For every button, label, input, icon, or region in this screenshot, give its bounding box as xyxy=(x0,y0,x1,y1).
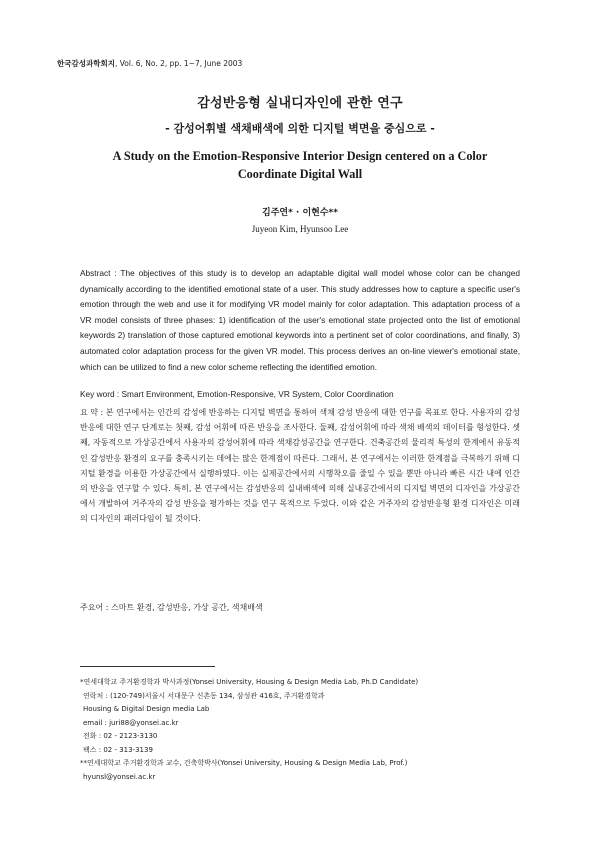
keywords-ko-text: 스마트 환경, 감성반응, 가상 공간, 색채배색 xyxy=(110,603,263,612)
footnote-line: 전화 : 02 - 2123-3130 xyxy=(83,732,158,740)
footnote-line: *연세대학교 주거환경학과 박사과정(Yonsei University, Housing & Design Media Lab, Ph.D Candidate) xyxy=(80,678,419,686)
abstract-ko-label: 요 약 : xyxy=(80,408,104,417)
footnote-line: 팩스 : 02 - 313-3139 xyxy=(83,745,153,754)
abstract-label: Abstract : xyxy=(80,268,117,278)
abstract-ko-text: 본 연구에서는 인간의 감성에 반응하는 디지털 벽면을 통하여 색채 감성 반응에 대한 연구를 목표로 한다. 사용자의 감성 반응에 대한 연구 단계로는 첫째, 감성 어휘에 따른 반응을 조사한다. 둘째, 감성어휘에 따라 색채 배색의 데이터를 형성한다. 셋째, 자동적으로 가상공간에서 사용자의 감성어휘에 따라 색채감성공간을 연구한다. 건축공간의 물리적 특성의 한계에서 유동적인 감성반응 환경의 요구를 충족시키는 데에는 많은 한계점이 따른다. 그래서, 본 연구에서는 이러한 한계점을 극복하기 위해 디지털 환경을 이용한 가상공간에서 실행하였다. 이는 실제공간에서의 시행착오를 줄일 수 있을 뿐만 아니라 빠른 시간 내에 인간의 반응을 연구할 수 있다. 특히, 본 연구에서는 감성반응의 실내배색에 의해 실내공간에서의 디지털 벽면의 디자인을 가상공간에서 개발하여 거주자의 감성 반응을 평가하는 것을 연구 목적으로 두었다. 이와 같은 거주자의 감성반응형 환경 디자인은 미래의 디자인의 패러다임이 될 것이다. xyxy=(80,408,520,524)
footnote-line: **연세대학교 주거환경학과 교수, 건축학박사(Yonsei University, Housing & Design Media Lab, Prof.) xyxy=(80,759,408,767)
authors-english: Juyeon Kim, Hyunsoo Lee xyxy=(251,224,349,234)
abstract-english xyxy=(80,266,520,375)
keywords-text: Smart Environment, Emotion-Responsive, VR System, Color Coordination xyxy=(121,389,394,399)
footnote-line: hyunsl@yonsei.ac.kr xyxy=(83,772,156,781)
keywords-label: Key word : xyxy=(80,389,120,399)
footnotes xyxy=(80,676,520,784)
abstract-text: The objectives of this study is to develop an adaptable digital wall model whose color can be changed dynamically according to the identified emotional state of a user. This study addresses how to capture a specific user's emotion through the web and use it for modifying VR model mainly for color adaptation. This adaptation process of a VR model consists of three phases: 1) identification of the user's emotional state projected onto the list of emotional keywords 2) translation of those captured emotional keywords into a pertinent set of color coordinations, and finally, 3) automated color adaptation process for the given VR model. This process derives an on-line viewer's emotional state, which can be utilized to find a new color scheme reflecting the identified emotion. xyxy=(80,268,521,372)
footnote-divider xyxy=(80,666,215,667)
keywords-ko-label: 주요어 : xyxy=(80,603,109,612)
footnote-line: Housing & Digital Design media Lab xyxy=(83,705,210,713)
footnote-line: 연락처 : (120-749)서울시 서대문구 신촌동 134, 삼성관 416호, 주거환경학과 xyxy=(83,691,325,700)
footnote-line: email : juri88@yonsei.ac.kr xyxy=(83,718,179,727)
keywords-korean xyxy=(80,602,520,614)
journal-details: , Vol. 6, No. 2, pp. 1~7, June 2003 xyxy=(114,59,243,68)
title-english: A Study on the Emotion-Responsive Interior Design centered on a Color Coordinate Digital Wall xyxy=(112,149,488,181)
title-korean: 감성반응형 실내디자인에 관한 연구 xyxy=(197,96,403,111)
subtitle-korean: - 감성어휘별 색채배색에 의한 디지털 벽면을 중심으로 - xyxy=(165,122,435,135)
abstract-korean xyxy=(80,405,520,527)
journal-header xyxy=(57,58,242,69)
authors-korean: 김주연* · 이현수** xyxy=(262,208,338,218)
journal-name: 한국감성과학회지 xyxy=(57,59,115,68)
keywords-english xyxy=(80,388,520,400)
